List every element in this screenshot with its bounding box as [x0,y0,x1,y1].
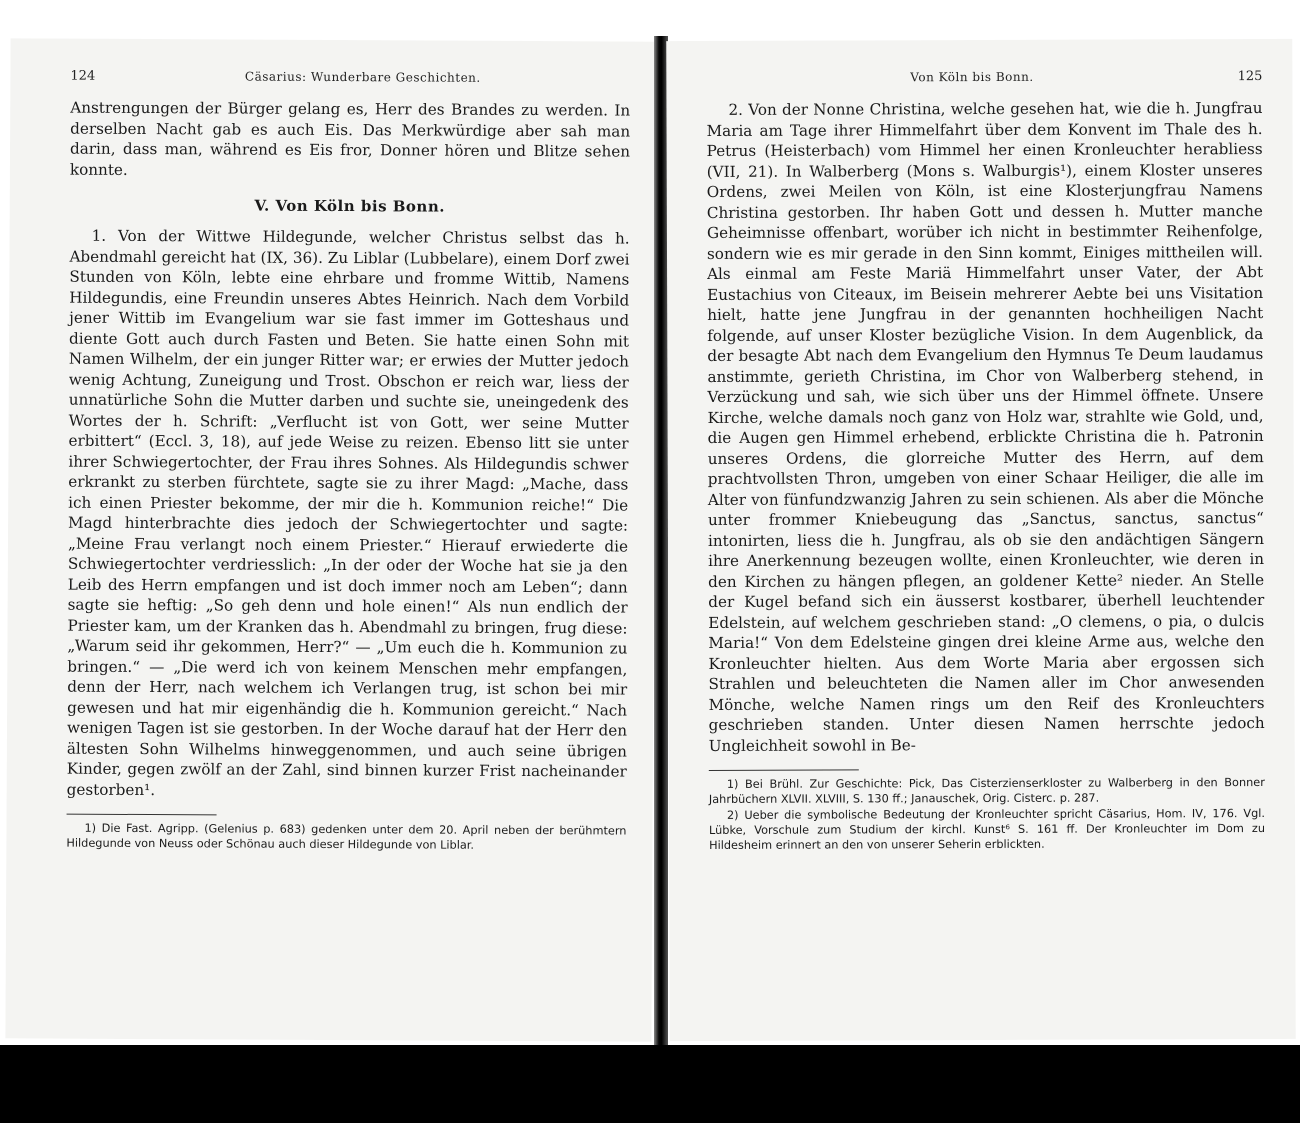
left-page [5,38,656,1041]
running-head-right [706,69,1262,86]
section-heading: V. Von Köln bis Bonn. [254,196,446,216]
paragraph-christina: 2. Von der Nonne Christina, welche gesehen hat, wie die h. Jungfrau Maria am Tage ihrer Himmelfahrt über dem Konvent im Thale des h. Petrus (Heisterbach) vom Himmel her einen Kronleuchter herabliess (VII, 21). In Walberberg (Mons s. Walburgis¹), einem Kloster unseres Ordens, zwei Meilen von Köln, ist eine Klosterjungfrau Namens Christina gestorben. Ihr haben Gott und dessen h. Mutter manche Geheimnisse offenbart, worüber ich nicht in bestimmter Reihenfolge, sondern wie es mir gerade in den Sinn kommt, Einiges mittheilen will. Als einmal am Feste Mariä Himmelfahrt unser Vater, der Abt Eustachius von Citeaux, im Beisein mehrerer Aebte bei uns Visitation hielt, hatte jene Jungfrau in der genannten hochheiligen Nacht folgende, auf unser Kloster bezügliche Vision. In dem Augenblick, da der besagte Abt nach dem Evangelium den Hymnus Te Deum laudamus anstimmte, gerieth Christina, im Chor von Walberberg stehend, in Verzückung und sah, wie sich über uns der Himmel öffnete. Unsere Kirche, welche damals noch ganz von Holz war, strahlte wie Gold, und, die Augen gen Himmel erhebend, erblickte Christina die h. Patronin unseres Ordens, die glorreiche Mutter des Herrn, auf dem prachtvollsten Thron, umgeben von einer Schaar Heiliger, die alle im Alter von fünfundzwanzig Jahren zu sein schienen. Als aber die Mönche unter frommer Kniebeugung das „Sanctus, sanctus, sanctus“ intonirten, liess die h. Jungfrau, als ob sie den andächtigen Sängern ihre Anerkennung bezeugen wollte, einen Kronleuchter, wie deren in den Kirchen zu hängen pflegen, an goldener Kette² nieder. An Stelle der Kugel befand sich ein äusserst kostbarer, überhell leuchtender Edelstein, auf welchem geschrieben stand: „O clemens, o pia, o dulcis Maria!“ Von dem Edelsteine gingen drei kleine Arme aus, welche den Kronleuchter hielten. Aus dem Worte Maria aber ergossen sich Strahlen und beleuchteten die Namen aller im Chor anwesenden Mönche, welche Namen rings um den Reif des Kronleuchters geschrieben standen. Unter diesen Namen herrschte jedoch Ungleichheit sowohl in Be- [706,99,1265,755]
footnotes-right [709,775,1265,853]
bottom-black-band [0,1045,1300,1123]
running-title-left: Cäsarius: Wunderbare Geschichten. [244,69,481,85]
footnote-rule-right [709,769,859,771]
footnote-rule-left [67,814,217,816]
footnote-right-2: 2) Ueber die symbolische Bedeutung der Kronleuchter spricht Cäsarius, Hom. IV, 176. Vgl. Lübke, Vorschule zum Studium der kirchl. Kunst⁶ S. 161 ff. Der Kronleuchter im Dom zu Hildesheim erinnert an den von unserer Seherin erblickten. [708,807,1266,852]
footnote-left-1: 1) Die Fast. Agripp. (Gelenius p. 683) gedenken unter dem 20. April neben der berühmtern Hildegunde von Neuss oder Schönau auch dieser Hildegunde von Liblar. [66,821,627,852]
continued-paragraph: Anstrengungen der Bürger gelang es, Herr des Brandes zu werden. In derselben Nacht gab es auch Eis. Das Merkwürdige aber sah man darin, dass man, während es Eis fror, Donner hören und Blitze sehen konnte. [69,98,631,179]
running-title-right: Von Köln bis Bonn. [910,69,1034,85]
right-page [666,39,1295,1041]
right-body-text [706,98,1264,756]
paragraph-hildegunde: 1. Von der Wittwe Hildegunde, welcher Christus selbst das h. Abendmahl gereicht hat (IX, 36). Zu Liblar (Lubbelare), einem Dorf zwei Stunden von Köln, lebte eine ehrbare und fromme Wittib, Namens Hildegundis, eine Freundin unseres Abtes Heinrich. Nach dem Vorbild jener Wittib im Evangelium war sie fast immer im Gotteshaus und diente Gott auch durch Fasten und Beten. Sie hatte einen Sohn mit Namen Wilhelm, der ein junger Ritter war; er erwies der Mutter jedoch wenig Achtung, Zuneigung und Trost. Obschon er reich war, liess der unnatürliche Sohn die Mutter darben und suchte sie, uneingedenk des Wortes der h. Schrift: „Verflucht ist von Gott, wer seine Mutter erbittert“ (Eccl. 3, 18), auf jede Weise zu reizen. Ebenso litt sie unter ihrer Schwiegertochter, der Frau ihres Sohnes. Als Hildegundis schwer erkrankt zu sterben fürchtete, sagte sie zu ihrer Magd: „Mache, dass ich einen Priester bekomme, der mir die h. Kommunion reiche!“ Die Magd hinterbrachte dies jedoch der Schwiegertochter und sagte: „Meine Frau verlangt noch einem Priester.“ Hierauf erwiederte die Schwiegertochter verdriesslich: „In der oder der Woche hat sie ja den Leib des Herrn empfangen und ist doch immer noch am Leben“; dann sagte sie heftig: „So geh denn und hole einen!“ Als nun endlich der Priester kam, um der Kranken das h. Abendmahl zu bringen, frug diese: „Warum seid ihr gekommen, Herr?“ — „Um euch die h. Kommunion zu bringen.“ — „Die werd ich von keinem Menschen mehr empfangen, denn der Herr, nach welchem ich Verlangen trug, ist schon bei mir gewesen und hat mir eigenhändig die h. Kommunion gereicht.“ Nach wenigen Tagen ist sie gestorben. In der Woche darauf hat der Herr den ältesten Sohn Wilhelms hinweggenommen, und auch seine übrigen Kinder, gegen zwölf an der Zahl, sind binnen kurzer Frist nacheinander gestorben¹. [66,226,630,799]
footnotes-left [66,821,626,854]
footnote-right-1: 1) Bei Brühl. Zur Geschichte: Pick, Das Cisterzienserkloster zu Walberberg in den Bonner Jahrbüchern XLVII. XLVIII, S. 130 ff.; Janauschek, Orig. Cisterc. p. 287. [708,776,1265,806]
page-number-right: 125 [1237,69,1263,85]
page-number-left: 124 [70,68,96,84]
running-head-left [70,69,630,87]
left-body-text [67,98,631,803]
